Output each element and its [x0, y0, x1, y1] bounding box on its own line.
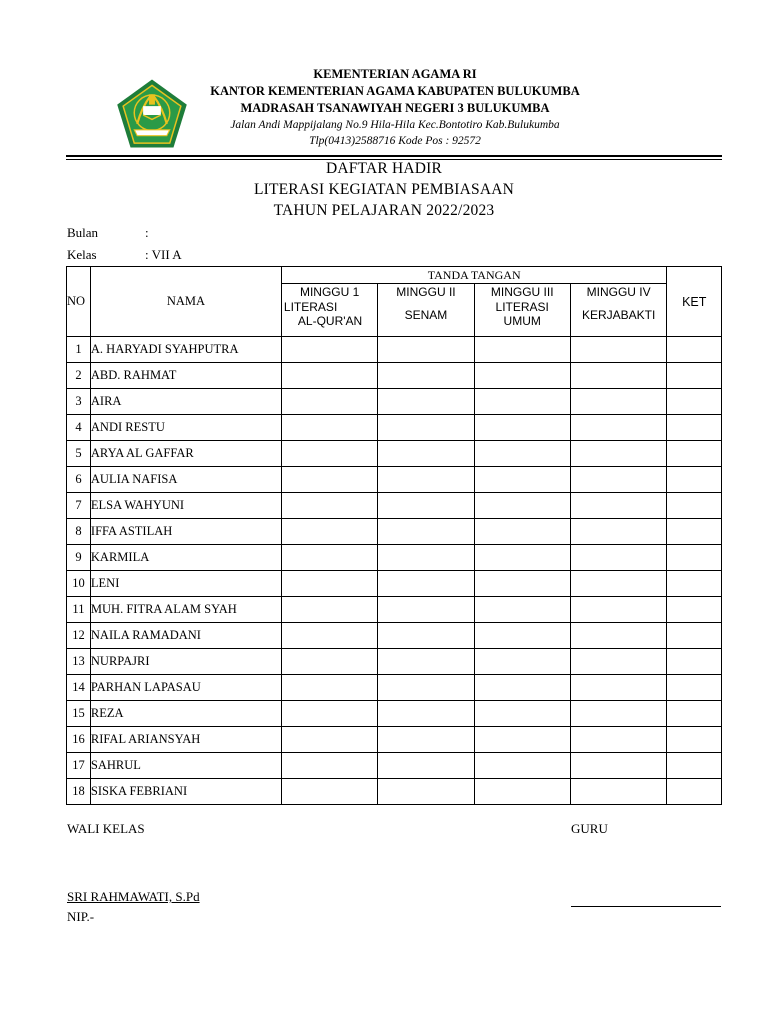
signature-cell-week-2: [378, 415, 474, 441]
table-row: [67, 337, 722, 363]
signature-cell-week-3: [474, 649, 570, 675]
signature-cell-week-3: [474, 519, 570, 545]
row-number: 3: [67, 389, 91, 415]
col-week-4: [570, 284, 667, 337]
signature-cell-week-4: [570, 753, 667, 779]
row-number: 9: [67, 545, 91, 571]
signature-cell-week-3: [474, 571, 570, 597]
signature-cell-week-4: [570, 649, 667, 675]
kelas-label: Kelas: [67, 247, 97, 262]
student-name: NURPAJRI: [90, 649, 281, 675]
signature-cell-week-1: [281, 701, 377, 727]
signature-cell-week-1: [281, 675, 377, 701]
student-name: IFFA ASTILAH: [90, 519, 281, 545]
signature-cell-week-3: [474, 701, 570, 727]
signature-cell-week-3: [474, 597, 570, 623]
signature-cell-week-3: [474, 467, 570, 493]
signature-cell-week-2: [378, 441, 474, 467]
row-number: 5: [67, 441, 91, 467]
signature-cell-week-4: [570, 493, 667, 519]
signature-cell-week-4: [570, 467, 667, 493]
signature-cell-week-3: [474, 727, 570, 753]
table-row: [67, 623, 722, 649]
school-address: Jalan Andi Mappijalang No.9 Hila-Hila Kec.Bontotiro Kab.Bulukumba: [230, 119, 560, 131]
row-number: 4: [67, 415, 91, 441]
row-number: 13: [67, 649, 91, 675]
signature-cell-week-2: [378, 337, 474, 363]
week-1-activity: LITERASI: [283, 300, 338, 314]
signature-cell-week-2: [378, 753, 474, 779]
student-name: AIRA: [90, 389, 281, 415]
ket-cell: [667, 753, 722, 779]
signature-cell-week-4: [570, 571, 667, 597]
ket-cell: [667, 467, 722, 493]
signature-cell-week-1: [281, 753, 377, 779]
signature-cell-week-3: [474, 441, 570, 467]
signature-cell-week-4: [570, 415, 667, 441]
signature-cell-week-3: [474, 337, 570, 363]
signature-cell-week-3: [474, 545, 570, 571]
signature-cell-week-2: [378, 779, 474, 805]
ket-cell: [667, 493, 722, 519]
wali-kelas-label: WALI KELAS: [67, 821, 145, 836]
ket-cell: [667, 441, 722, 467]
doc-title: DAFTAR HADIR: [325, 160, 443, 177]
student-name: ARYA AL GAFFAR: [90, 441, 281, 467]
col-week-3: [474, 284, 570, 337]
ket-cell: [667, 337, 722, 363]
bulan-label: Bulan: [67, 225, 99, 240]
signature-cell-week-2: [378, 545, 474, 571]
week-3-activity: LITERASI: [495, 300, 549, 314]
ket-cell: [667, 623, 722, 649]
ket-cell: [667, 389, 722, 415]
signature-cell-week-4: [570, 519, 667, 545]
signature-cell-week-1: [281, 597, 377, 623]
signature-cell-week-3: [474, 675, 570, 701]
table-row: [67, 727, 722, 753]
signature-cell-week-3: [474, 753, 570, 779]
table-row: [67, 519, 722, 545]
table-row: [67, 675, 722, 701]
guru-signature-line: [571, 906, 721, 907]
signature-cell-week-3: [474, 623, 570, 649]
row-number: 17: [67, 753, 91, 779]
wali-kelas-name: SRI RAHMAWATI, S.Pd: [67, 889, 200, 904]
table-row: [67, 753, 722, 779]
signature-cell-week-2: [378, 571, 474, 597]
row-number: 14: [67, 675, 91, 701]
student-name: SAHRUL: [90, 753, 281, 779]
ket-cell: [667, 545, 722, 571]
signature-cell-week-3: [474, 779, 570, 805]
row-number: 6: [67, 467, 91, 493]
student-name: NAILA RAMADANI: [90, 623, 281, 649]
table-row: [67, 779, 722, 805]
student-name: KARMILA: [90, 545, 281, 571]
col-tanda-tangan: TANDA TANGAN: [281, 267, 667, 284]
table-row: [67, 571, 722, 597]
student-name: REZA: [90, 701, 281, 727]
ket-cell: [667, 675, 722, 701]
row-number: 15: [67, 701, 91, 727]
signature-cell-week-1: [281, 441, 377, 467]
student-name: A. HARYADI SYAHPUTRA: [90, 337, 281, 363]
signature-cell-week-2: [378, 623, 474, 649]
col-week-1: [281, 284, 377, 337]
signature-cell-week-2: [378, 389, 474, 415]
signature-cell-week-1: [281, 649, 377, 675]
signature-cell-week-1: [281, 363, 377, 389]
signature-cell-week-2: [378, 519, 474, 545]
row-number: 8: [67, 519, 91, 545]
signature-cell-week-1: [281, 779, 377, 805]
signature-cell-week-4: [570, 597, 667, 623]
wali-kelas-nip: NIP.-: [67, 909, 95, 924]
signature-cell-week-4: [570, 623, 667, 649]
signature-cell-week-4: [570, 701, 667, 727]
student-name: ELSA WAHYUNI: [90, 493, 281, 519]
table-row: [67, 649, 722, 675]
signature-cell-week-1: [281, 727, 377, 753]
week-3-head: MINGGU III: [490, 285, 554, 299]
table-row: [67, 493, 722, 519]
student-name: ABD. RAHMAT: [90, 363, 281, 389]
week-4-head: MINGGU IV: [586, 285, 651, 299]
week-1-head: MINGGU 1: [299, 285, 360, 299]
table-row: [67, 441, 722, 467]
ket-cell: [667, 701, 722, 727]
signature-cell-week-4: [570, 363, 667, 389]
signature-cell-week-3: [474, 415, 570, 441]
signature-cell-week-4: [570, 545, 667, 571]
signature-cell-week-1: [281, 519, 377, 545]
table-row: [67, 597, 722, 623]
school-phone: Tlp(0413)2588716 Kode Pos : 92572: [309, 135, 481, 147]
row-number: 16: [67, 727, 91, 753]
signature-cell-week-3: [474, 363, 570, 389]
signature-cell-week-2: [378, 493, 474, 519]
attendance-rows: [67, 337, 722, 805]
signature-cell-week-4: [570, 389, 667, 415]
ket-cell: [667, 571, 722, 597]
letterhead-rule-thick: [66, 155, 722, 157]
signature-cell-week-1: [281, 545, 377, 571]
row-number: 10: [67, 571, 91, 597]
ministry-name: KEMENTERIAN AGAMA RI: [313, 67, 477, 81]
table-row: [67, 363, 722, 389]
week-2-activity: SENAM: [404, 308, 448, 322]
ket-cell: [667, 519, 722, 545]
signature-cell-week-2: [378, 701, 474, 727]
signature-cell-week-2: [378, 675, 474, 701]
signature-cell-week-4: [570, 441, 667, 467]
signature-cell-week-2: [378, 597, 474, 623]
meta-bulan: [67, 225, 149, 241]
letterhead: [190, 66, 600, 149]
student-name: RIFAL ARIANSYAH: [90, 727, 281, 753]
attendance-table: [66, 266, 722, 805]
guru-label: GURU: [571, 821, 608, 836]
signature-cell-week-1: [281, 467, 377, 493]
week-1-activity-2: AL-QUR'AN: [297, 314, 363, 328]
student-name: ANDI RESTU: [90, 415, 281, 441]
signature-cell-week-2: [378, 467, 474, 493]
ket-cell: [667, 779, 722, 805]
kemenag-emblem-icon: [115, 78, 189, 152]
student-name: AULIA NAFISA: [90, 467, 281, 493]
signature-cell-week-1: [281, 415, 377, 441]
ket-cell: [667, 597, 722, 623]
row-number: 7: [67, 493, 91, 519]
row-number: 2: [67, 363, 91, 389]
col-no: NO: [67, 267, 91, 337]
signature-cell-week-4: [570, 779, 667, 805]
col-ket: KET: [667, 267, 722, 337]
col-nama: NAMA: [90, 267, 281, 337]
signature-cell-week-1: [281, 493, 377, 519]
signature-cell-week-1: [281, 337, 377, 363]
table-row: [67, 467, 722, 493]
ket-cell: [667, 727, 722, 753]
row-number: 12: [67, 623, 91, 649]
student-name: PARHAN LAPASAU: [90, 675, 281, 701]
signature-cell-week-4: [570, 727, 667, 753]
doc-year: TAHUN PELAJARAN 2022/2023: [273, 202, 495, 219]
signature-cell-week-4: [570, 675, 667, 701]
row-number: 1: [67, 337, 91, 363]
week-3-activity-2: UMUM: [503, 314, 541, 328]
doc-subtitle: LITERASI KEGIATAN PEMBIASAAN: [253, 181, 515, 198]
table-row: [67, 701, 722, 727]
ket-cell: [667, 649, 722, 675]
ket-cell: [667, 363, 722, 389]
school-name: MADRASAH TSANAWIYAH NEGERI 3 BULUKUMBA: [240, 101, 550, 115]
table-row: [67, 545, 722, 571]
signature-cell-week-1: [281, 389, 377, 415]
office-name: KANTOR KEMENTERIAN AGAMA KABUPATEN BULUKUMBA: [210, 84, 580, 98]
signature-cell-week-1: [281, 623, 377, 649]
bulan-value: :: [145, 225, 149, 240]
signature-cell-week-2: [378, 363, 474, 389]
row-number: 18: [67, 779, 91, 805]
col-week-2: [378, 284, 474, 337]
signature-cell-week-2: [378, 727, 474, 753]
signature-cell-week-2: [378, 649, 474, 675]
signature-cell-week-4: [570, 337, 667, 363]
table-row: [67, 389, 722, 415]
week-4-activity: KERJABAKTI: [581, 308, 656, 322]
row-number: 11: [67, 597, 91, 623]
week-2-head: MINGGU II: [396, 285, 456, 299]
table-row: [67, 415, 722, 441]
signature-cell-week-3: [474, 493, 570, 519]
meta-kelas: [67, 247, 182, 263]
student-name: LENI: [90, 571, 281, 597]
student-name: MUH. FITRA ALAM SYAH: [90, 597, 281, 623]
signature-cell-week-3: [474, 389, 570, 415]
signature-cell-week-1: [281, 571, 377, 597]
kelas-value: : VII A: [145, 247, 182, 262]
student-name: SISKA FEBRIANI: [90, 779, 281, 805]
ket-cell: [667, 415, 722, 441]
